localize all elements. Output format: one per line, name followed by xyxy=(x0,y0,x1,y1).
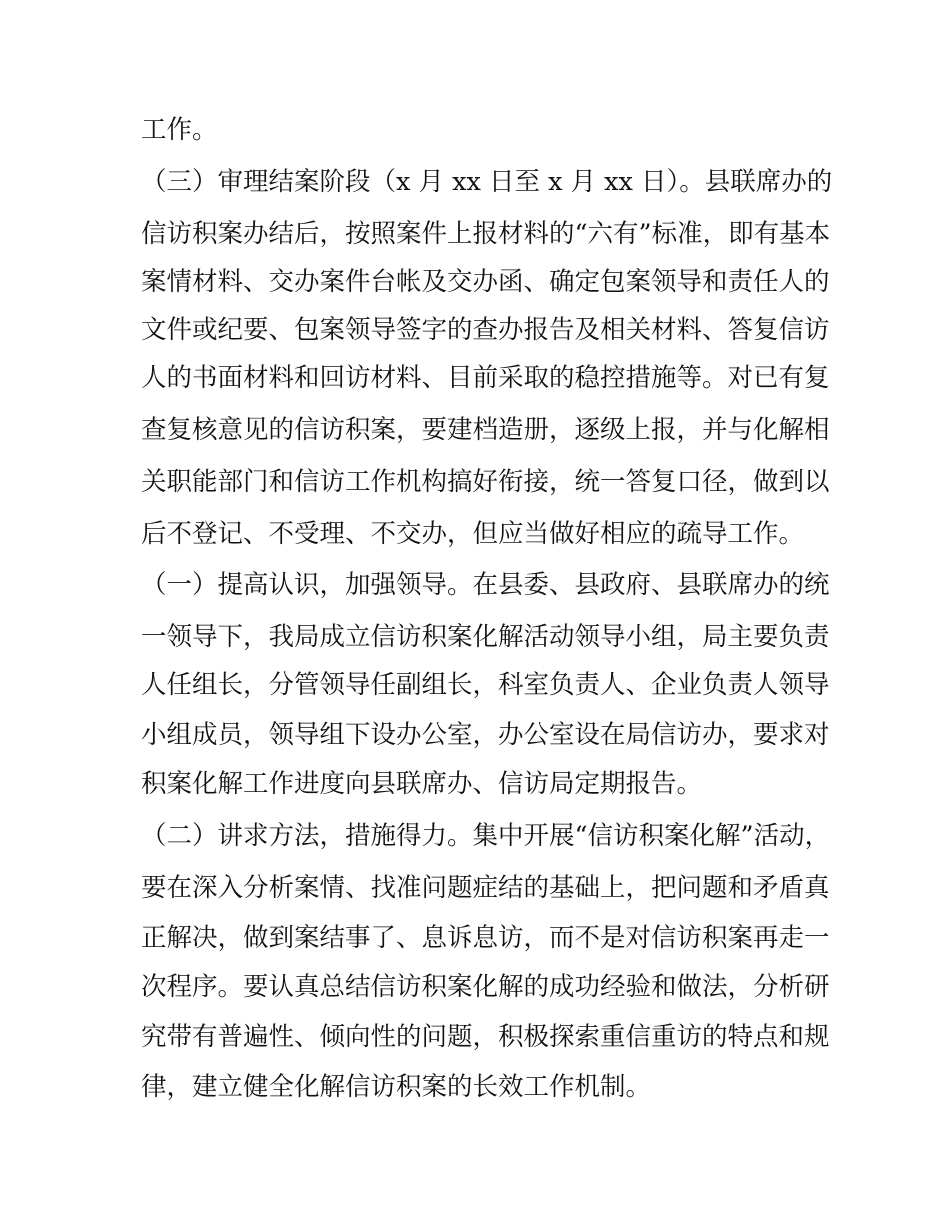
text-line: 信访积案办结后，按照案件上报材料的“六有”标准，即有基本 xyxy=(141,219,831,249)
text-line: 小组成员，领导组下设办公室，办公室设在局信访办，要求对 xyxy=(141,720,830,750)
text-line: 究带有普遍性、倾向性的问题，积极探索重信重访的特点和规 xyxy=(141,1022,830,1052)
text-line: 次程序。要认真总结信访积案化解的成功经验和做法，分析研 xyxy=(141,972,830,1002)
text-line: 关职能部门和信访工作机构搞好衔接，统一答复口径，做到以 xyxy=(141,467,830,497)
text-line: 人任组长，分管领导任副组长，科室负责人、企业负责人领导 xyxy=(141,670,830,700)
text-line: 案情材料、交办案件台帐及交办函、确定包案领导和责任人的 xyxy=(141,267,830,297)
text-line: 律，建立健全化解信访积案的长效工作机制。 xyxy=(141,1072,652,1102)
text-line: 要在深入分析案情、找准问题症结的基础上，把问题和矛盾真 xyxy=(141,873,830,903)
text-line: 工作。 xyxy=(141,115,218,145)
text-line: （二）讲求方法，措施得力。集中开展“信访积案化解”活动， xyxy=(141,821,831,851)
text-line: 积案化解工作进度向县联席办、信访局定期报告。 xyxy=(141,769,703,799)
text-line: 文件或纪要、包案领导签字的查办报告及相关材料、答复信访 xyxy=(141,315,830,345)
text-line: 正解决，做到案结事了、息诉息访，而不是对信访积案再走一 xyxy=(141,923,830,953)
text-line: 后不登记、不受理、不交办，但应当做好相应的疏导工作。 xyxy=(141,519,805,549)
text-line: （一）提高认识，加强领导。在县委、县政府、县联席办的统 xyxy=(141,570,830,600)
text-line: （三）审理结案阶段（x 月 xx 日至 x 月 xx 日）。县联席办的 xyxy=(141,167,833,197)
text-line: 查复核意见的信访积案，要建档造册，逐级上报，并与化解相 xyxy=(141,415,830,445)
text-line: 人的书面材料和回访材料、目前采取的稳控措施等。对已有复 xyxy=(141,363,830,393)
text-line: 一领导下，我局成立信访积案化解活动领导小组，局主要负责 xyxy=(141,622,830,652)
